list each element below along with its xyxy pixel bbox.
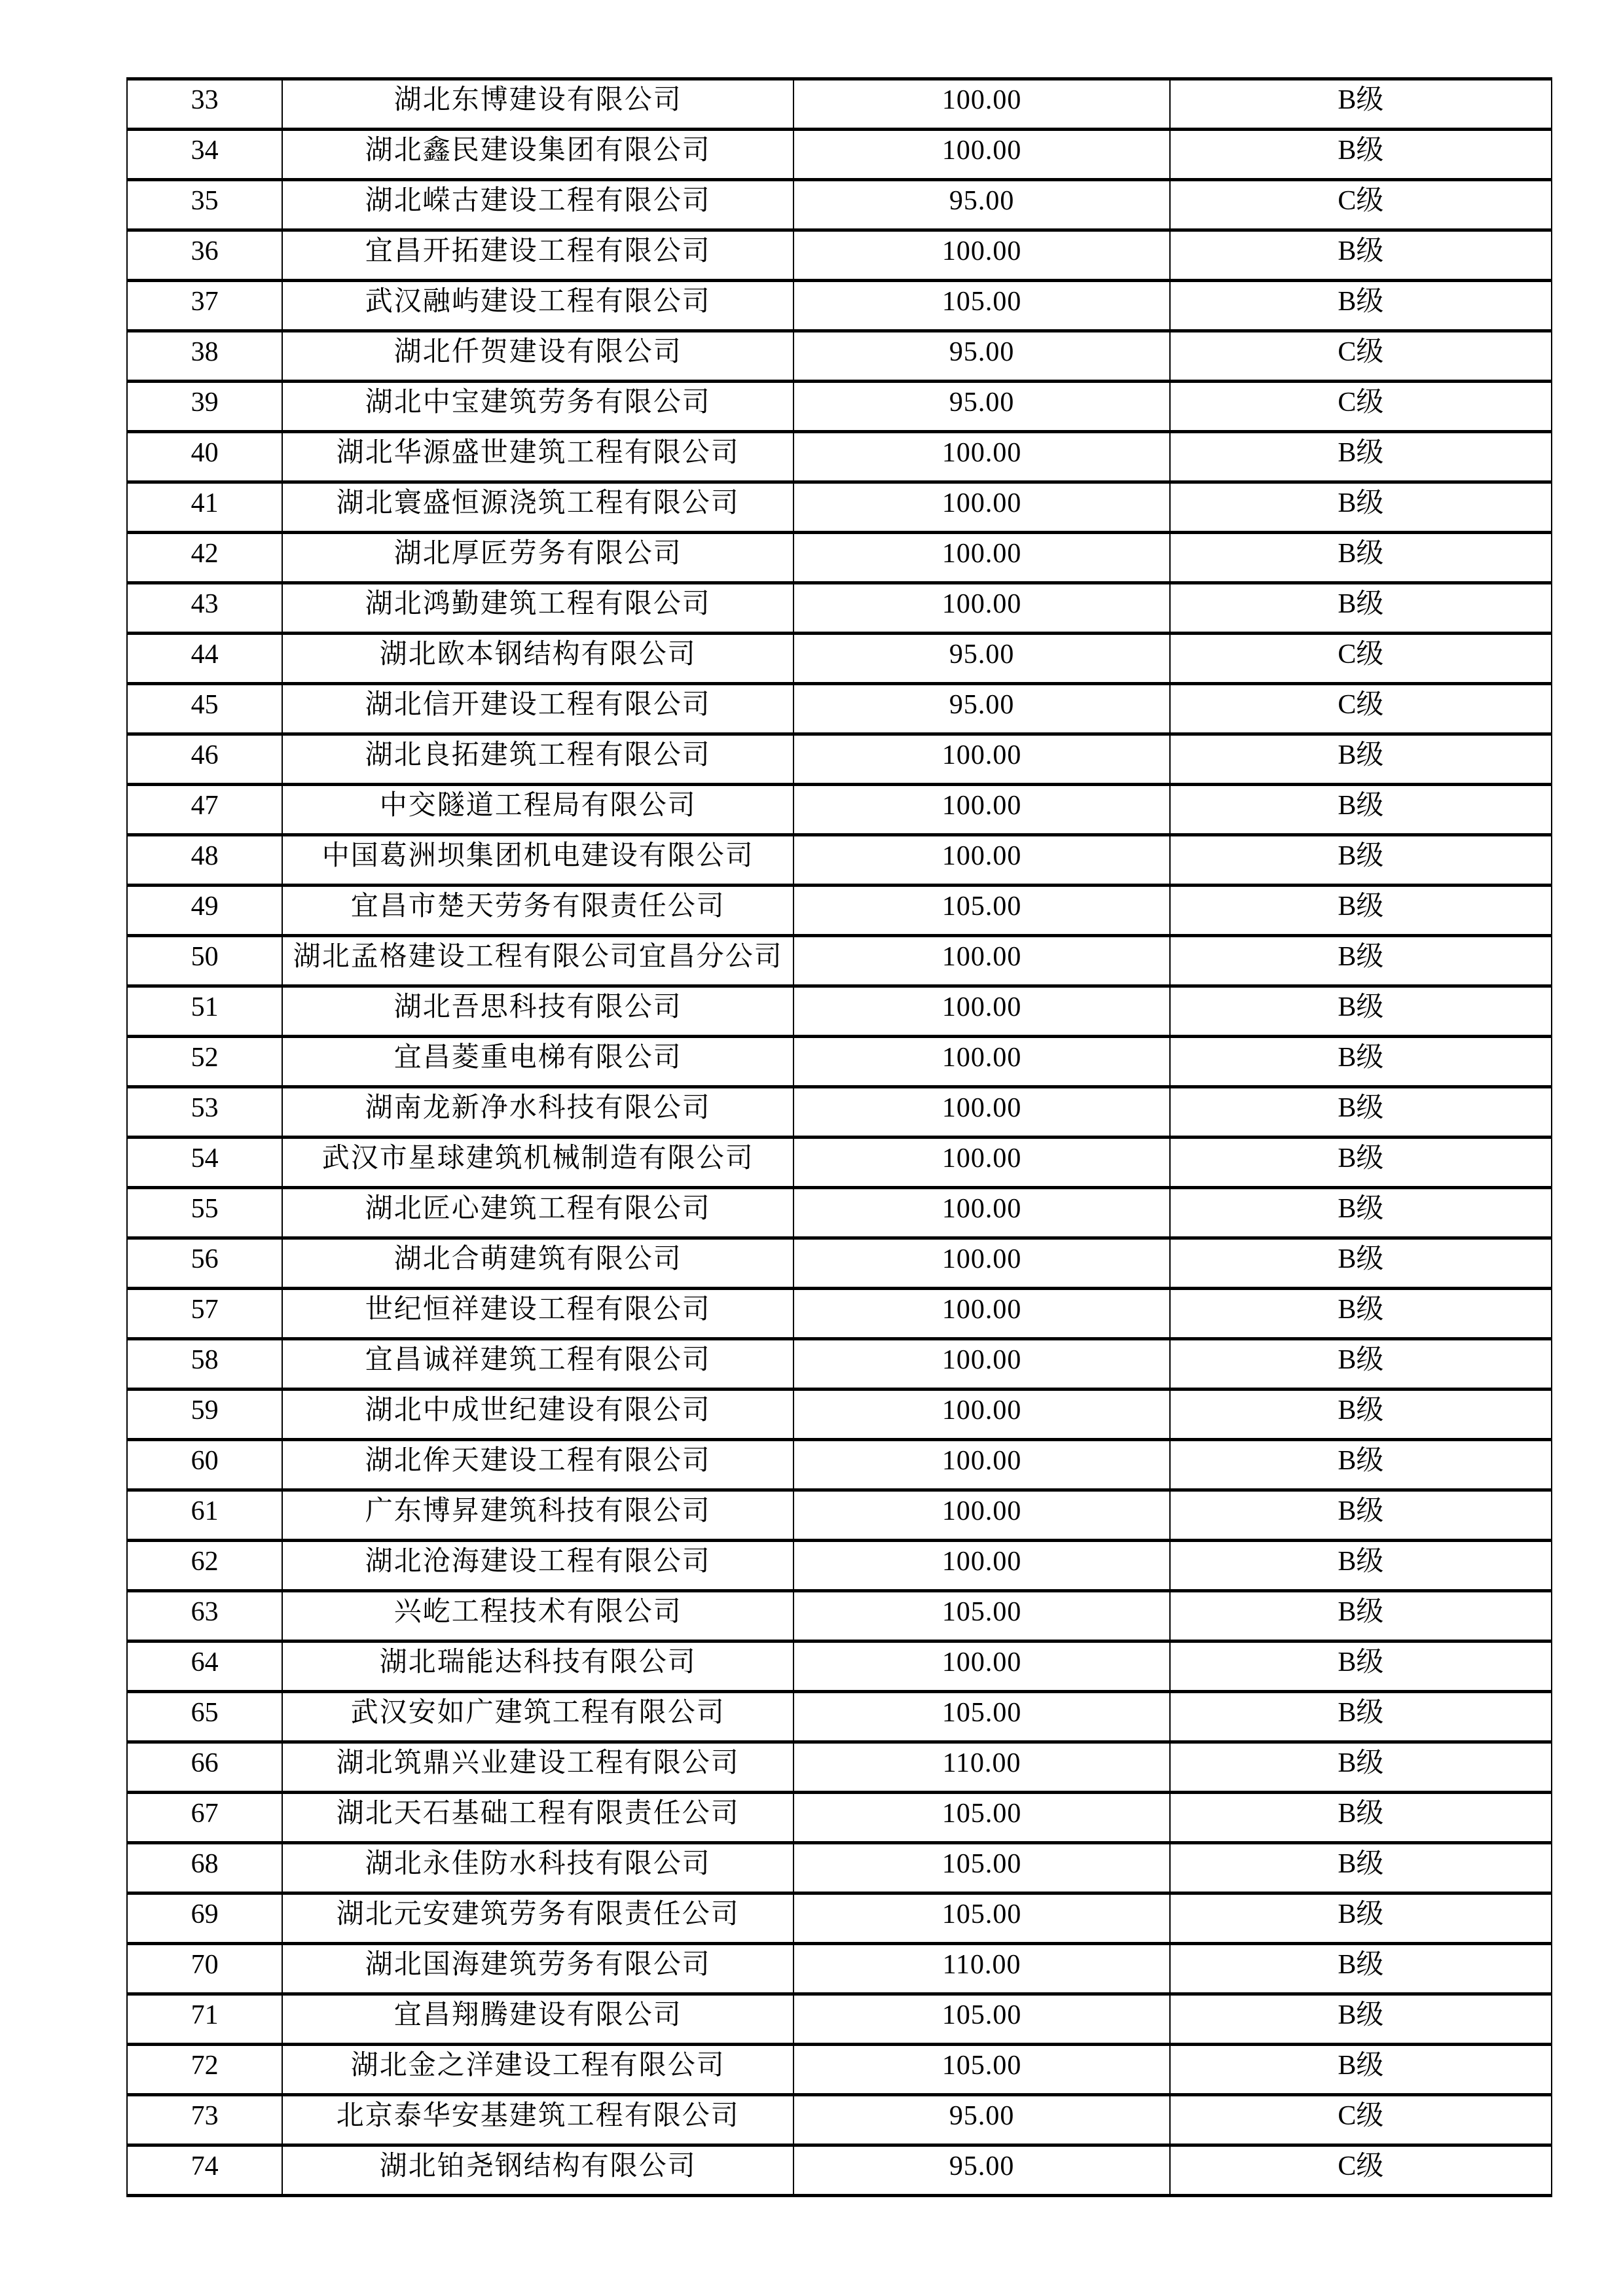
cell-company-name: 北京泰华安基建筑工程有限公司	[282, 2095, 793, 2145]
table-row	[127, 281, 1552, 331]
cell-score: 100.00	[793, 1138, 1169, 1188]
table-row	[127, 382, 1552, 432]
table-row	[127, 1289, 1552, 1339]
table-row	[127, 1390, 1552, 1440]
cell-grade: C级	[1170, 2095, 1552, 2145]
cell-row-number: 54	[127, 1138, 282, 1188]
cell-score: 105.00	[793, 1692, 1169, 1742]
cell-company-name: 湖北信开建设工程有限公司	[282, 684, 793, 734]
cell-grade: B级	[1170, 1087, 1552, 1138]
cell-company-name: 湖北孟格建设工程有限公司宜昌分公司	[282, 936, 793, 986]
cell-row-number: 55	[127, 1188, 282, 1238]
cell-score: 100.00	[793, 1490, 1169, 1541]
table-row	[127, 1037, 1552, 1087]
cell-row-number: 36	[127, 230, 282, 281]
cell-score: 105.00	[793, 1994, 1169, 2045]
cell-company-name: 湖北合萌建筑有限公司	[282, 1238, 793, 1289]
cell-score: 95.00	[793, 2095, 1169, 2145]
cell-score: 100.00	[793, 1440, 1169, 1490]
cell-company-name: 武汉安如广建筑工程有限公司	[282, 1692, 793, 1742]
cell-score: 95.00	[793, 331, 1169, 382]
cell-score: 105.00	[793, 886, 1169, 936]
cell-row-number: 46	[127, 734, 282, 785]
table-row	[127, 1440, 1552, 1490]
cell-company-name: 湖北鑫民建设集团有限公司	[282, 130, 793, 180]
cell-grade: B级	[1170, 533, 1552, 583]
table-row	[127, 1742, 1552, 1793]
cell-company-name: 兴屹工程技术有限公司	[282, 1591, 793, 1641]
cell-grade: B级	[1170, 1893, 1552, 1944]
cell-grade: B级	[1170, 583, 1552, 634]
cell-row-number: 58	[127, 1339, 282, 1390]
cell-grade: B级	[1170, 1742, 1552, 1793]
cell-row-number: 71	[127, 1994, 282, 2045]
cell-company-name: 湖北沧海建设工程有限公司	[282, 1541, 793, 1591]
cell-row-number: 42	[127, 533, 282, 583]
cell-grade: B级	[1170, 1390, 1552, 1440]
cell-company-name: 宜昌翔腾建设有限公司	[282, 1994, 793, 2045]
table-row	[127, 1944, 1552, 1994]
cell-row-number: 70	[127, 1944, 282, 1994]
table-row	[127, 230, 1552, 281]
cell-company-name: 宜昌菱重电梯有限公司	[282, 1037, 793, 1087]
cell-row-number: 51	[127, 986, 282, 1037]
cell-grade: B级	[1170, 432, 1552, 482]
cell-score: 100.00	[793, 1390, 1169, 1440]
table-row	[127, 1692, 1552, 1742]
cell-score: 100.00	[793, 986, 1169, 1037]
cell-row-number: 67	[127, 1793, 282, 1843]
cell-company-name: 湖北元安建筑劳务有限责任公司	[282, 1893, 793, 1944]
cell-grade: B级	[1170, 79, 1552, 130]
cell-grade: C级	[1170, 634, 1552, 684]
cell-score: 105.00	[793, 1793, 1169, 1843]
cell-row-number: 72	[127, 2045, 282, 2095]
table-row	[127, 634, 1552, 684]
cell-score: 100.00	[793, 785, 1169, 835]
cell-row-number: 61	[127, 1490, 282, 1541]
cell-company-name: 湖北华源盛世建筑工程有限公司	[282, 432, 793, 482]
cell-grade: B级	[1170, 1994, 1552, 2045]
table-row	[127, 2095, 1552, 2145]
cell-row-number: 62	[127, 1541, 282, 1591]
table-row	[127, 1591, 1552, 1641]
table-row	[127, 1793, 1552, 1843]
cell-row-number: 73	[127, 2095, 282, 2145]
cell-score: 100.00	[793, 1087, 1169, 1138]
cell-grade: B级	[1170, 734, 1552, 785]
cell-grade: B级	[1170, 281, 1552, 331]
cell-company-name: 湖北仟贺建设有限公司	[282, 331, 793, 382]
cell-company-name: 湖北侔天建设工程有限公司	[282, 1440, 793, 1490]
table-row	[127, 130, 1552, 180]
cell-score: 105.00	[793, 1843, 1169, 1893]
cell-grade: B级	[1170, 1440, 1552, 1490]
cell-company-name: 湖北匠心建筑工程有限公司	[282, 1188, 793, 1238]
cell-company-name: 宜昌开拓建设工程有限公司	[282, 230, 793, 281]
table-row	[127, 1238, 1552, 1289]
cell-grade: B级	[1170, 986, 1552, 1037]
table-row	[127, 2145, 1552, 2196]
cell-row-number: 40	[127, 432, 282, 482]
cell-grade: B级	[1170, 130, 1552, 180]
cell-row-number: 57	[127, 1289, 282, 1339]
cell-row-number: 37	[127, 281, 282, 331]
cell-row-number: 43	[127, 583, 282, 634]
cell-company-name: 湖北国海建筑劳务有限公司	[282, 1944, 793, 1994]
cell-grade: B级	[1170, 1289, 1552, 1339]
table-row	[127, 1188, 1552, 1238]
cell-grade: B级	[1170, 1541, 1552, 1591]
cell-score: 95.00	[793, 180, 1169, 230]
table-row	[127, 1843, 1552, 1893]
cell-row-number: 52	[127, 1037, 282, 1087]
cell-score: 110.00	[793, 1944, 1169, 1994]
cell-company-name: 湖北欧本钢结构有限公司	[282, 634, 793, 684]
cell-score: 100.00	[793, 533, 1169, 583]
table-row	[127, 432, 1552, 482]
table-row	[127, 1994, 1552, 2045]
cell-score: 100.00	[793, 1339, 1169, 1390]
cell-grade: C级	[1170, 2145, 1552, 2196]
table-row	[127, 1541, 1552, 1591]
cell-company-name: 湖北中宝建筑劳务有限公司	[282, 382, 793, 432]
cell-score: 105.00	[793, 281, 1169, 331]
table-row	[127, 1339, 1552, 1390]
cell-grade: B级	[1170, 1641, 1552, 1692]
cell-row-number: 44	[127, 634, 282, 684]
cell-grade: B级	[1170, 1490, 1552, 1541]
cell-grade: C级	[1170, 331, 1552, 382]
cell-company-name: 湖南龙新净水科技有限公司	[282, 1087, 793, 1138]
cell-grade: B级	[1170, 1843, 1552, 1893]
cell-score: 100.00	[793, 1289, 1169, 1339]
cell-grade: B级	[1170, 1944, 1552, 1994]
rating-table	[126, 77, 1552, 2197]
cell-score: 95.00	[793, 2145, 1169, 2196]
cell-company-name: 湖北铂尧钢结构有限公司	[282, 2145, 793, 2196]
cell-grade: B级	[1170, 1138, 1552, 1188]
cell-score: 100.00	[793, 79, 1169, 130]
cell-grade: B级	[1170, 936, 1552, 986]
cell-company-name: 武汉市星球建筑机械制造有限公司	[282, 1138, 793, 1188]
cell-score: 100.00	[793, 1188, 1169, 1238]
cell-grade: B级	[1170, 1793, 1552, 1843]
cell-company-name: 湖北寰盛恒源浇筑工程有限公司	[282, 482, 793, 533]
cell-score: 100.00	[793, 734, 1169, 785]
cell-grade: B级	[1170, 1591, 1552, 1641]
cell-score: 100.00	[793, 1641, 1169, 1692]
cell-row-number: 64	[127, 1641, 282, 1692]
cell-row-number: 56	[127, 1238, 282, 1289]
cell-grade: C级	[1170, 684, 1552, 734]
cell-row-number: 41	[127, 482, 282, 533]
cell-company-name: 湖北永佳防水科技有限公司	[282, 1843, 793, 1893]
table-row	[127, 180, 1552, 230]
cell-company-name: 湖北东博建设有限公司	[282, 79, 793, 130]
cell-company-name: 中交隧道工程局有限公司	[282, 785, 793, 835]
cell-score: 100.00	[793, 130, 1169, 180]
cell-row-number: 48	[127, 835, 282, 886]
cell-row-number: 53	[127, 1087, 282, 1138]
table-row	[127, 482, 1552, 533]
table-row	[127, 2045, 1552, 2095]
cell-score: 100.00	[793, 1238, 1169, 1289]
table-row	[127, 583, 1552, 634]
cell-row-number: 66	[127, 1742, 282, 1793]
table-row	[127, 1641, 1552, 1692]
table-row	[127, 785, 1552, 835]
table-row	[127, 936, 1552, 986]
cell-score: 105.00	[793, 2045, 1169, 2095]
cell-score: 100.00	[793, 230, 1169, 281]
table-row	[127, 886, 1552, 936]
cell-score: 100.00	[793, 1037, 1169, 1087]
cell-company-name: 湖北嵘古建设工程有限公司	[282, 180, 793, 230]
cell-row-number: 34	[127, 130, 282, 180]
cell-company-name: 湖北瑞能达科技有限公司	[282, 1641, 793, 1692]
cell-score: 95.00	[793, 634, 1169, 684]
cell-score: 100.00	[793, 936, 1169, 986]
cell-grade: B级	[1170, 2045, 1552, 2095]
cell-company-name: 湖北天石基础工程有限责任公司	[282, 1793, 793, 1843]
cell-grade: B级	[1170, 1692, 1552, 1742]
table-row	[127, 684, 1552, 734]
table-row	[127, 1138, 1552, 1188]
cell-score: 100.00	[793, 432, 1169, 482]
cell-company-name: 世纪恒祥建设工程有限公司	[282, 1289, 793, 1339]
cell-company-name: 湖北中成世纪建设有限公司	[282, 1390, 793, 1440]
cell-score: 100.00	[793, 1541, 1169, 1591]
cell-row-number: 59	[127, 1390, 282, 1440]
table-row	[127, 533, 1552, 583]
table-row	[127, 734, 1552, 785]
cell-grade: B级	[1170, 1339, 1552, 1390]
cell-row-number: 68	[127, 1843, 282, 1893]
cell-row-number: 69	[127, 1893, 282, 1944]
table-row	[127, 986, 1552, 1037]
cell-grade: C级	[1170, 180, 1552, 230]
cell-grade: B级	[1170, 1188, 1552, 1238]
table-row	[127, 79, 1552, 130]
cell-company-name: 湖北良拓建筑工程有限公司	[282, 734, 793, 785]
cell-row-number: 49	[127, 886, 282, 936]
cell-row-number: 33	[127, 79, 282, 130]
cell-company-name: 湖北吾思科技有限公司	[282, 986, 793, 1037]
cell-company-name: 广东博昇建筑科技有限公司	[282, 1490, 793, 1541]
cell-company-name: 宜昌市楚天劳务有限责任公司	[282, 886, 793, 936]
cell-row-number: 38	[127, 331, 282, 382]
cell-grade: B级	[1170, 230, 1552, 281]
cell-grade: B级	[1170, 482, 1552, 533]
table-row	[127, 331, 1552, 382]
cell-company-name: 宜昌诚祥建筑工程有限公司	[282, 1339, 793, 1390]
cell-score: 100.00	[793, 482, 1169, 533]
cell-grade: B级	[1170, 886, 1552, 936]
table-row	[127, 1087, 1552, 1138]
cell-grade: B级	[1170, 835, 1552, 886]
cell-row-number: 47	[127, 785, 282, 835]
cell-company-name: 武汉融屿建设工程有限公司	[282, 281, 793, 331]
cell-company-name: 中国葛洲坝集团机电建设有限公司	[282, 835, 793, 886]
cell-score: 110.00	[793, 1742, 1169, 1793]
cell-row-number: 50	[127, 936, 282, 986]
cell-score: 100.00	[793, 583, 1169, 634]
cell-grade: C级	[1170, 382, 1552, 432]
cell-company-name: 湖北鸿勤建筑工程有限公司	[282, 583, 793, 634]
table-row	[127, 835, 1552, 886]
cell-company-name: 湖北厚匠劳务有限公司	[282, 533, 793, 583]
cell-row-number: 63	[127, 1591, 282, 1641]
cell-row-number: 60	[127, 1440, 282, 1490]
rating-table-body	[127, 79, 1552, 2196]
cell-row-number: 45	[127, 684, 282, 734]
cell-grade: B级	[1170, 1037, 1552, 1087]
cell-score: 105.00	[793, 1591, 1169, 1641]
cell-score: 100.00	[793, 835, 1169, 886]
cell-score: 95.00	[793, 382, 1169, 432]
cell-company-name: 湖北筑鼎兴业建设工程有限公司	[282, 1742, 793, 1793]
cell-company-name: 湖北金之洋建设工程有限公司	[282, 2045, 793, 2095]
cell-grade: B级	[1170, 785, 1552, 835]
cell-grade: B级	[1170, 1238, 1552, 1289]
cell-score: 105.00	[793, 1893, 1169, 1944]
cell-score: 95.00	[793, 684, 1169, 734]
cell-row-number: 65	[127, 1692, 282, 1742]
table-row	[127, 1490, 1552, 1541]
cell-row-number: 74	[127, 2145, 282, 2196]
cell-row-number: 39	[127, 382, 282, 432]
table-row	[127, 1893, 1552, 1944]
cell-row-number: 35	[127, 180, 282, 230]
